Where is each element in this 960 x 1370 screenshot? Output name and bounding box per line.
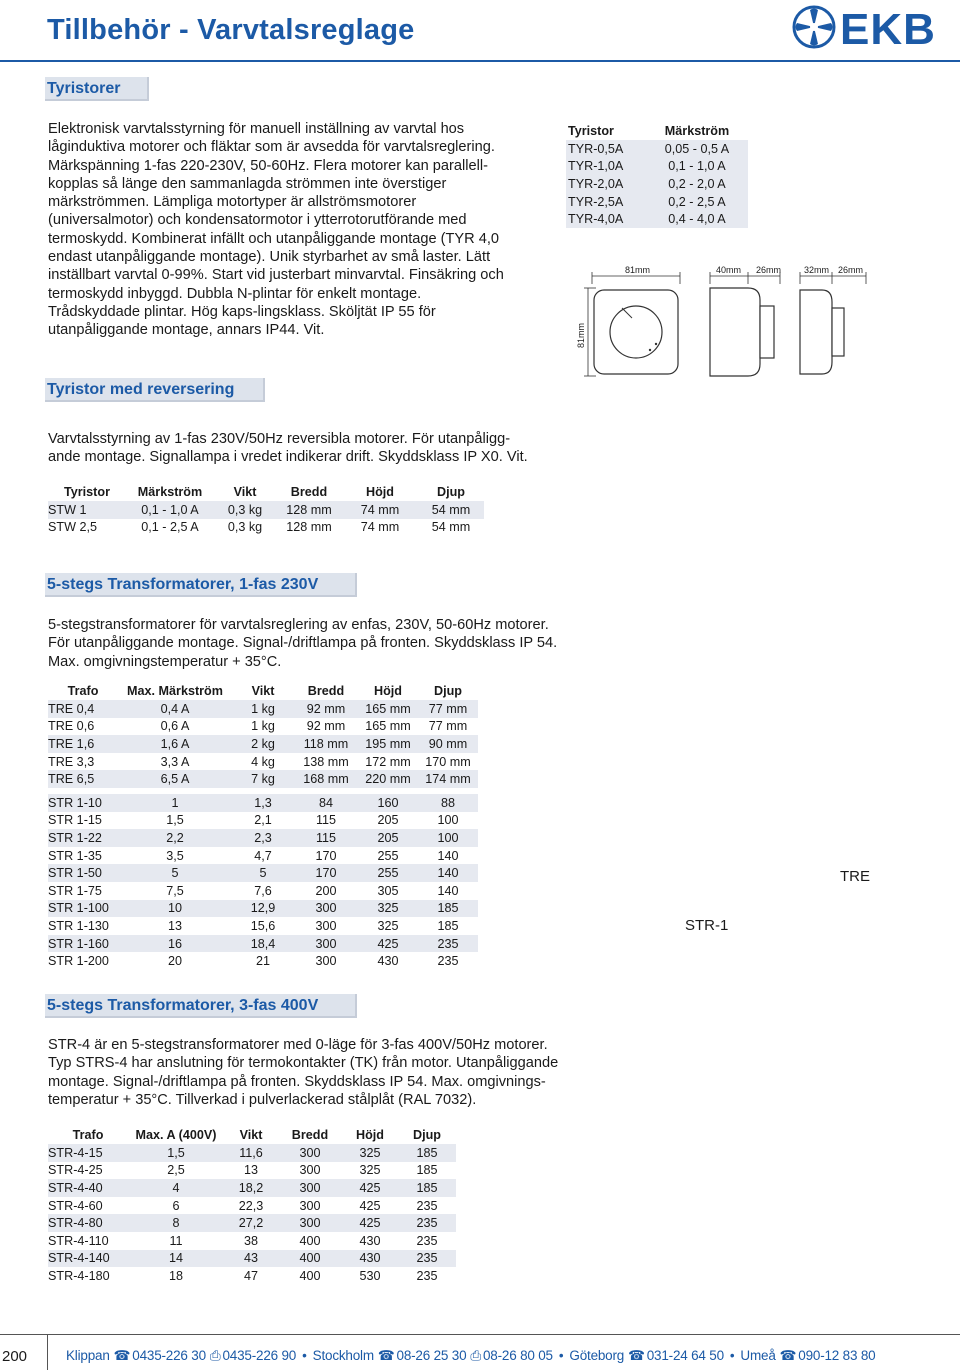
table-cell: STR-4-80 — [48, 1214, 128, 1232]
table-cell: 185 — [398, 1179, 456, 1197]
table-cell: 10 — [118, 900, 232, 918]
table-cell: TRE 0,6 — [48, 719, 95, 734]
table-cell: 0,4 A — [118, 700, 232, 718]
table-header: Höjd — [374, 684, 402, 698]
table-cell: 185 — [437, 918, 459, 933]
table-cell: TYR-2,0A — [566, 175, 646, 193]
trafo-1fas-table — [48, 682, 478, 970]
table-row — [48, 1267, 456, 1285]
table-cell: 430 — [342, 1250, 398, 1268]
logo-wordmark: EKB — [840, 5, 936, 50]
table-row — [48, 1162, 456, 1180]
table-row — [566, 175, 748, 193]
table-cell: STW 1 — [48, 501, 126, 519]
table-cell: 92 mm — [294, 700, 358, 718]
table-row — [48, 519, 484, 537]
page-number: 200 — [2, 1348, 28, 1365]
table-cell: 255 — [358, 864, 418, 882]
table-cell: TRE 6,5 — [48, 770, 118, 788]
front-width-label: 81mm — [625, 265, 651, 275]
table-cell: STR 1-75 — [48, 883, 102, 898]
table-cell: 90 mm — [418, 735, 478, 753]
side-a-label: 40mm — [716, 265, 742, 275]
table-cell: 300 — [315, 918, 337, 933]
table-cell: STR 1-22 — [48, 829, 118, 847]
table-cell: 200 — [315, 883, 337, 898]
table-row — [48, 700, 478, 718]
table-cell: 100 — [418, 829, 478, 847]
table-header: Höjd — [366, 485, 394, 499]
office-fax: 08-26 80 05 — [483, 1348, 553, 1363]
table-cell: 118 mm — [294, 735, 358, 753]
table-header: Bredd — [291, 1128, 329, 1142]
table-row — [48, 935, 478, 953]
table-cell: 430 — [359, 1233, 381, 1248]
table-row — [48, 812, 478, 830]
table-cell: STR 1-35 — [48, 848, 102, 863]
table-cell: 4 kg — [251, 754, 275, 769]
table-cell: 425 — [358, 935, 418, 953]
section-heading-tyristorer: Tyristorer — [45, 77, 149, 101]
table-cell: 325 — [358, 900, 418, 918]
ekb-logo — [790, 4, 960, 50]
table-cell: 138 mm — [303, 754, 349, 769]
table-cell: 325 — [342, 1144, 398, 1162]
table-cell: TRE 1,6 — [48, 735, 118, 753]
table-cell: 165 mm — [365, 719, 411, 734]
table-cell: 170 — [315, 848, 337, 863]
table-row — [48, 501, 484, 519]
table-cell: TRE 3,3 — [48, 754, 95, 769]
table-cell: 74 mm — [342, 501, 418, 519]
tyristor-table — [566, 122, 748, 228]
table-cell: 0,1 - 2,5 A — [141, 520, 199, 535]
table-row — [48, 847, 478, 865]
table-cell: 174 mm — [418, 770, 478, 788]
table-cell: 0,6 A — [160, 719, 190, 734]
tre-image-label: TRE — [840, 868, 870, 885]
table-header: Trafo — [72, 1128, 104, 1142]
table-cell: 160 — [358, 794, 418, 812]
table-cell: 170 mm — [425, 754, 471, 769]
table-cell: STR 1-50 — [48, 864, 118, 882]
table-cell: 235 — [416, 1268, 438, 1283]
table-cell: 205 — [377, 813, 399, 828]
table-cell: STR-4-15 — [48, 1144, 128, 1162]
table-cell: 530 — [359, 1268, 381, 1283]
table-row — [48, 882, 478, 900]
table-cell: 74 mm — [360, 520, 400, 535]
table-cell: 43 — [224, 1250, 278, 1268]
table-cell: 300 — [294, 935, 358, 953]
fax-icon: ⎙ — [209, 1348, 221, 1363]
section-heading-1fas: 5-stegs Transformatorer, 1-fas 230V — [45, 573, 357, 597]
office-phone: 090-12 83 80 — [798, 1348, 876, 1363]
table-cell: 2 kg — [232, 735, 294, 753]
section-heading-3fas: 5-stegs Transformatorer, 3-fas 400V — [45, 994, 357, 1018]
table-cell: 0,2 - 2,0 A — [646, 175, 748, 193]
table-cell: 115 — [294, 829, 358, 847]
table-cell: 255 — [377, 848, 399, 863]
trafo-3fas-table — [48, 1126, 456, 1285]
table-cell: 400 — [299, 1268, 321, 1283]
table-cell: 5 — [232, 864, 294, 882]
table-cell: 3,3 A — [160, 754, 190, 769]
table-cell: 425 — [359, 1198, 381, 1213]
table-cell: 325 — [359, 1163, 381, 1178]
table-cell: 16 — [118, 935, 232, 953]
table-cell: 5 — [118, 864, 232, 882]
table-cell: 305 — [377, 883, 399, 898]
table-cell: 400 — [278, 1250, 342, 1268]
table-cell: TYR-0,5A — [566, 140, 646, 158]
office-city: Umeå — [740, 1348, 776, 1363]
table-cell: 54 mm — [431, 520, 471, 535]
table-cell: 170 — [294, 864, 358, 882]
office-phone: 08-26 25 30 — [396, 1348, 467, 1363]
table-cell: 4 — [128, 1179, 224, 1197]
table-cell: 13 — [167, 918, 182, 933]
table-row — [48, 917, 478, 935]
table-cell: 115 — [315, 813, 337, 828]
table-cell: 27,2 — [224, 1214, 278, 1232]
table-cell: STR 1-100 — [48, 900, 118, 918]
table-cell: 3,5 — [166, 848, 184, 863]
table-cell: 300 — [299, 1163, 321, 1178]
phone-icon: ☎ — [628, 1348, 645, 1363]
table-cell: 0,1 - 1,0 A — [126, 501, 214, 519]
table-row — [48, 952, 478, 970]
table-cell: 1,6 A — [118, 735, 232, 753]
table-row — [566, 140, 748, 158]
table-row — [48, 753, 478, 771]
table-header: Vikt — [239, 1128, 263, 1142]
table-cell: 1,3 — [232, 794, 294, 812]
table-cell: 300 — [278, 1179, 342, 1197]
bullet-icon: • — [729, 1348, 735, 1363]
table-cell: 165 mm — [358, 700, 418, 718]
table-cell: 185 — [418, 900, 478, 918]
section2-description: Varvtalsstyrning av 1-fas 230V/50Hz reversibla motorer. För utanpåligg- ande montage. Signallampa i vredet indikerar drift. Skyddsklass IP X0. Vit. — [48, 431, 528, 466]
table-cell: 0,4 - 4,0 A — [646, 210, 748, 228]
table-cell: STR-4-40 — [48, 1179, 128, 1197]
tyristor-dimension-drawing — [570, 258, 870, 383]
table-cell: 195 mm — [358, 735, 418, 753]
table-cell: 205 — [358, 829, 418, 847]
table-cell: STR 1-200 — [48, 954, 109, 969]
table-cell: TRE 0,4 — [48, 700, 118, 718]
side-b-label: 26mm — [756, 265, 782, 275]
table-cell: 20 — [167, 954, 182, 969]
table-cell: TYR-4,0A — [566, 210, 646, 228]
table-row — [48, 794, 478, 812]
table-cell: 140 — [437, 883, 459, 898]
title-divider — [0, 60, 960, 62]
table-cell: TYR-2,5A — [566, 193, 646, 211]
table-cell: 185 — [416, 1163, 438, 1178]
table-cell: 13 — [243, 1163, 258, 1178]
table-cell: 22,3 — [238, 1198, 264, 1213]
fax-icon: ⎙ — [470, 1348, 481, 1363]
phone-icon: ☎ — [779, 1348, 797, 1363]
table-cell: 54 mm — [418, 501, 484, 519]
footer-separator — [47, 1334, 48, 1370]
table-cell: STR-4-110 — [48, 1233, 109, 1248]
table-cell: 400 — [299, 1233, 321, 1248]
table-header: Märkström — [664, 124, 730, 138]
table-header: Tyristor — [568, 124, 614, 138]
table-cell: 300 — [315, 954, 337, 969]
bullet-icon: • — [558, 1348, 564, 1363]
table-cell: 18,2 — [224, 1179, 278, 1197]
table-cell: 7 kg — [232, 770, 294, 788]
table-cell: 38 — [243, 1233, 258, 1248]
table-row — [48, 1214, 456, 1232]
phone-icon: ☎ — [113, 1348, 131, 1363]
table-cell: 8 — [128, 1214, 224, 1232]
table-cell: 1,5 — [128, 1144, 224, 1162]
table-cell: 235 — [398, 1214, 456, 1232]
table-cell: 4,7 — [254, 848, 272, 863]
table-cell: 0,1 - 1,0 A — [646, 158, 748, 176]
table-row — [48, 1144, 456, 1162]
table-header: Vikt — [233, 485, 257, 499]
table-header: Max. Märkström — [127, 684, 223, 698]
table-cell: 172 mm — [365, 754, 411, 769]
table-cell: 2,5 — [167, 1163, 185, 1178]
table-cell: 88 — [418, 794, 478, 812]
table-cell: 47 — [243, 1268, 258, 1283]
table-header: Bredd — [307, 684, 345, 698]
table-header: Djup — [434, 684, 462, 698]
table-cell: 425 — [342, 1214, 398, 1232]
table-cell: 6 — [172, 1198, 180, 1213]
table-cell: 300 — [294, 900, 358, 918]
table-row — [48, 1232, 456, 1250]
table-cell: 84 — [294, 794, 358, 812]
section-heading-reversering: Tyristor med reversering — [45, 378, 265, 402]
table-header: Trafo — [67, 684, 99, 698]
table-header: Märkström — [137, 485, 203, 499]
table-cell: 0,05 - 0,5 A — [646, 140, 748, 158]
office-city: Klippan — [66, 1348, 110, 1363]
table-cell: 1 kg — [232, 700, 294, 718]
table-cell: STR-4-25 — [48, 1163, 103, 1178]
footer-contacts — [66, 1348, 875, 1364]
office-phone: 0435-226 30 — [132, 1348, 206, 1363]
table-row — [566, 193, 748, 211]
phone-icon: ☎ — [377, 1348, 395, 1363]
table-cell: 0,3 kg — [214, 501, 276, 519]
bullet-icon: • — [302, 1348, 307, 1363]
table-cell: 235 — [437, 954, 459, 969]
table-row — [48, 718, 478, 736]
table-cell: 11 — [169, 1233, 183, 1248]
table-cell: 0,3 kg — [227, 520, 263, 535]
table-cell: 140 — [437, 848, 459, 863]
table-cell: 300 — [278, 1214, 342, 1232]
table-cell: 100 — [437, 813, 459, 828]
table-cell: 11,6 — [224, 1144, 278, 1162]
office-fax: 0435-226 90 — [222, 1348, 297, 1363]
table-row — [48, 770, 478, 788]
table-row — [566, 158, 748, 176]
table-cell: 325 — [377, 918, 399, 933]
table-cell: 425 — [342, 1179, 398, 1197]
table-header: Djup — [413, 1128, 441, 1142]
table-cell: 7,5 — [166, 883, 184, 898]
table-cell: 1,5 — [166, 813, 184, 828]
side-d-label: 26mm — [838, 265, 864, 275]
front-height-label: 81mm — [576, 322, 586, 348]
table-row — [48, 864, 478, 882]
table-cell: 128 mm — [276, 501, 342, 519]
table-header: Tyristor — [64, 485, 110, 499]
table-header: Vikt — [251, 684, 275, 698]
table-row — [48, 900, 478, 918]
table-cell: 430 — [377, 954, 399, 969]
table-cell: STW 2,5 — [48, 520, 97, 535]
table-header: Höjd — [356, 1128, 384, 1142]
table-cell: 18,4 — [232, 935, 294, 953]
table-cell: 185 — [398, 1144, 456, 1162]
table-cell: 18 — [168, 1268, 183, 1283]
table-cell: 220 mm — [358, 770, 418, 788]
table-cell: TYR-1,0A — [566, 158, 646, 176]
table-cell: 235 — [416, 1198, 438, 1213]
table-header: Max. A (400V) — [135, 1128, 217, 1142]
table-cell: 77 mm — [428, 719, 468, 734]
table-cell: 7,6 — [254, 883, 272, 898]
table-row — [48, 1179, 456, 1197]
table-row — [48, 829, 478, 847]
table-cell: STR 1-130 — [48, 918, 109, 933]
office-city: Stockholm — [312, 1348, 374, 1363]
table-header: Bredd — [290, 485, 328, 499]
table-cell: STR-4-60 — [48, 1198, 103, 1213]
section3-description: 5-stegstransformatorer för varvtalsreglering av enfas, 230V, 50-60Hz motorer. För utanpåliggande montage. Signal-/driftlampa på fronten. Skyddsklass IP 54. Max. omgivningstemperatur + 35°C. — [48, 617, 558, 670]
table-row — [48, 1250, 456, 1268]
table-cell: 1 — [118, 794, 232, 812]
footer-divider — [0, 1334, 960, 1335]
table-cell: 77 mm — [418, 700, 478, 718]
table-row — [566, 210, 748, 228]
page-title: Tillbehör - Varvtalsreglage — [47, 14, 415, 46]
table-cell: STR 1-15 — [48, 813, 102, 828]
table-cell: 0,2 - 2,5 A — [646, 193, 748, 211]
table-cell: STR-4-180 — [48, 1268, 110, 1283]
table-cell: 15,6 — [250, 918, 276, 933]
table-cell: 235 — [398, 1250, 456, 1268]
table-cell: 300 — [299, 1198, 321, 1213]
office-city: Göteborg — [569, 1348, 625, 1363]
table-cell: 92 mm — [306, 719, 346, 734]
table-cell: 300 — [278, 1144, 342, 1162]
table-cell: 235 — [416, 1233, 438, 1248]
section1-description: Elektronisk varvtalsstyrning för manuell inställning av varvtal hos låginduktiva motorer och fläktar som är avsedda för varvtalsreglering. Märkspänning 1-fas 220-230V, 50-60Hz. Flera motorer kan parallell- kopplas så länge den sammanlagda strömmen inte överstiger märkströmmen. Lämpliga motortyper är allströmsmotorer (universalmotor) och kondensatormotor i ytterrotorutförande med termoskydd. Kombinerat infällt och utanpåliggande montage (TYR 4,0 endast utanpåliggande montage). Unik styrbarhet av små laster. Lätt inställbart varvtal 0-99%. Start vid justerbart minvarvtal. Finsäkring och termoskydd inbyggd. Dubbla N-plintar för enkelt montage. Trådskyddade plintar. Hög kaps-lingsklass. Sköljtät IP 55 för utanpåliggande montage, annars IP44. Vit. — [48, 121, 504, 339]
str1-image-label: STR-1 — [685, 917, 729, 934]
office-phone: 031-24 64 50 — [646, 1348, 724, 1363]
table-cell: 1 kg — [251, 719, 275, 734]
section4-description: STR-4 är en 5-stegstransformatorer med 0-läge för 3-fas 400V/50Hz motorer. Typ STRS-4 har anslutning för termokontakter (TK) från motor. Utanpåliggande montage. Signal-/driftlampa på fronten. Skyddsklass IP 54. Max. omgivnings- temperatur + 35°C. Tillverkad i pulverlackerad stålplåt (RAL 7032). — [48, 1037, 559, 1108]
table-cell: 12,9 — [232, 900, 294, 918]
table-cell: STR 1-10 — [48, 794, 118, 812]
table-header: Djup — [437, 485, 465, 499]
table-cell: 2,2 — [118, 829, 232, 847]
table-cell: 2,3 — [232, 829, 294, 847]
table-cell: STR 1-160 — [48, 935, 118, 953]
table-cell: 6,5 A — [118, 770, 232, 788]
table-cell: 235 — [418, 935, 478, 953]
table-cell: 14 — [128, 1250, 224, 1268]
reversering-table — [48, 483, 484, 536]
table-cell: 2,1 — [254, 813, 272, 828]
side-c-label: 32mm — [804, 265, 830, 275]
table-cell: STR-4-140 — [48, 1250, 128, 1268]
table-row — [48, 735, 478, 753]
fan-logo-icon — [790, 4, 960, 50]
table-cell: 21 — [255, 954, 270, 969]
table-row — [48, 1197, 456, 1215]
table-cell: 168 mm — [294, 770, 358, 788]
table-cell: 128 mm — [286, 520, 332, 535]
table-cell: 140 — [418, 864, 478, 882]
